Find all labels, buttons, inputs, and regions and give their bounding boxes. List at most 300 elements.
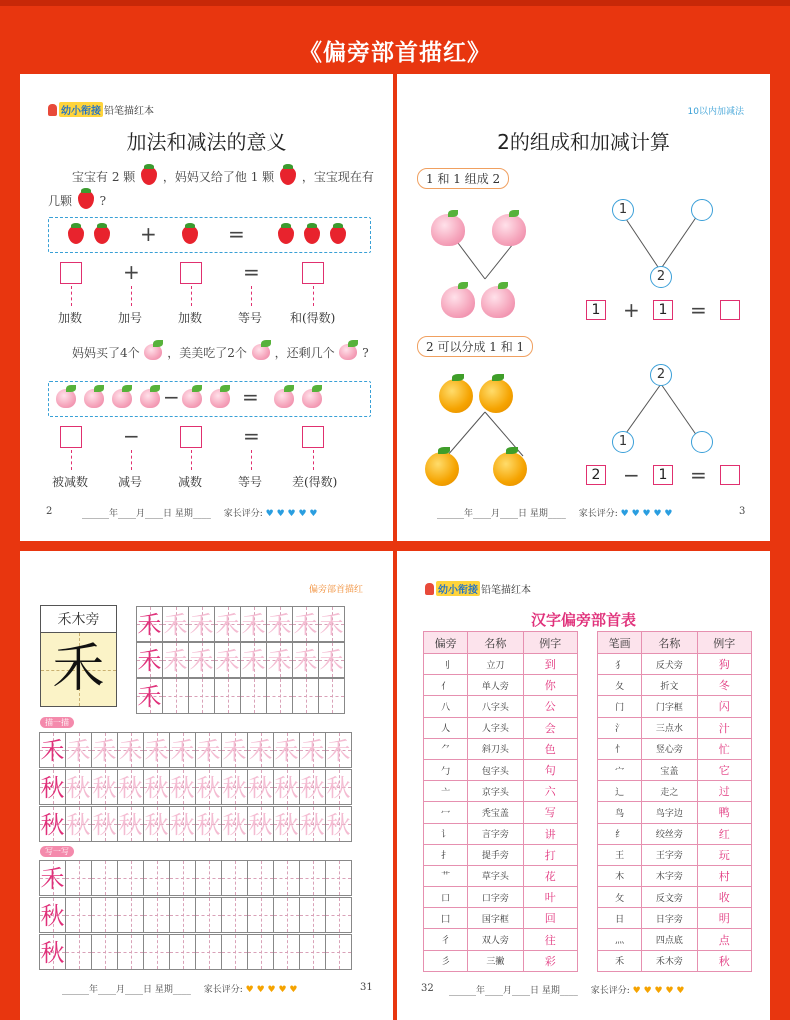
col-header: 名称 — [468, 632, 523, 654]
radical-cell: 艹 — [424, 865, 468, 886]
trace-cell[interactable]: 禾 — [214, 642, 241, 678]
write-cell[interactable] — [325, 860, 352, 896]
name-cell: 宝盖 — [642, 759, 697, 780]
radical-cell: 扌 — [424, 844, 468, 865]
example-cell: 点 — [697, 929, 751, 950]
radical-cell: 王 — [598, 844, 642, 865]
label-addend: 加数 — [178, 311, 203, 325]
write-cell[interactable] — [195, 897, 222, 933]
write-cell[interactable] — [65, 897, 92, 933]
radical-cell: 宀 — [598, 759, 642, 780]
q2-end: ? — [362, 346, 369, 360]
name-cell: 立刀 — [468, 654, 523, 675]
radical-cell: 人 — [424, 717, 468, 738]
answer-box-sum[interactable] — [302, 262, 324, 284]
equals-sign: = — [243, 260, 260, 284]
peach-icon — [481, 286, 515, 318]
example-cell: 打 — [523, 844, 577, 865]
radical-cell: 禾 — [598, 950, 642, 971]
equation-number: 1 — [653, 300, 673, 320]
trace-cell[interactable]: 禾 — [169, 732, 196, 768]
table-row — [424, 696, 578, 717]
page-radical-tracing — [20, 551, 393, 1020]
example-cell: 六 — [523, 781, 577, 802]
example-cell: 写 — [523, 802, 577, 823]
write-cell[interactable] — [143, 934, 170, 970]
table-row — [424, 929, 578, 950]
name-cell: 绞丝旁 — [642, 823, 697, 844]
radical-table-left — [423, 631, 578, 972]
label-line — [191, 286, 192, 306]
write-cell[interactable] — [247, 860, 274, 896]
name-cell: 言字旁 — [468, 823, 523, 844]
table-row — [424, 738, 578, 759]
radical-cell: 鸟 — [598, 802, 642, 823]
section-header: 10以内加减法 — [687, 107, 744, 117]
trace-tag: 描一描 — [40, 717, 74, 728]
page-number: 31 — [360, 982, 373, 993]
trace-cell[interactable]: 秋 — [195, 806, 222, 842]
peach-tree-lines — [427, 194, 547, 304]
write-cell[interactable] — [188, 678, 215, 714]
model-char: 禾 — [39, 732, 66, 768]
name-cell: 双人旁 — [468, 929, 523, 950]
brand-name: 铅笔描红本 — [481, 585, 531, 596]
radical-cell: 彡 — [424, 950, 468, 971]
rating-hearts-icon: ♥ ♥ ♥ ♥ ♥ — [620, 509, 673, 519]
table-row — [424, 759, 578, 780]
name-cell: 国字框 — [468, 908, 523, 929]
answer-box-addend-1[interactable] — [60, 262, 82, 284]
model-char: 秋 — [39, 934, 66, 970]
write-row — [40, 860, 352, 896]
strawberry-icon — [78, 191, 94, 209]
label-equals: 等号 — [238, 475, 263, 489]
bond-circle-whole: 2 — [650, 364, 672, 386]
top-strip — [0, 0, 790, 6]
write-cell[interactable] — [221, 897, 248, 933]
trace-cell[interactable]: 禾 — [318, 642, 345, 678]
model-char: 秋 — [39, 897, 66, 933]
radical-cell: 攵 — [598, 887, 642, 908]
radical-cell: 门 — [598, 696, 642, 717]
trace-cell[interactable]: 禾 — [117, 732, 144, 768]
write-cell[interactable] — [247, 897, 274, 933]
bond-circle-whole: 2 — [650, 266, 672, 288]
name-cell: 竖心旁 — [642, 738, 697, 759]
model-char: 禾 — [136, 678, 163, 714]
name-cell: 京字头 — [468, 781, 523, 802]
equals-sign: = — [243, 424, 260, 448]
section-header: 偏旁部首描红 — [308, 585, 363, 595]
table-row — [598, 929, 752, 950]
col-header: 偏旁 — [424, 632, 468, 654]
write-cell[interactable] — [65, 860, 92, 896]
table-row — [424, 865, 578, 886]
model-char: 禾 — [136, 642, 163, 678]
write-cell[interactable] — [273, 897, 300, 933]
example-cell: 到 — [523, 654, 577, 675]
write-cell[interactable] — [143, 860, 170, 896]
q2-text-1: 妈妈买了4个 — [72, 346, 140, 360]
trace-cell[interactable]: 禾 — [273, 732, 300, 768]
example-cell: 句 — [523, 759, 577, 780]
orange-icon — [479, 379, 513, 413]
name-cell: 鸟字边 — [642, 802, 697, 823]
radical-cell: 彳 — [424, 929, 468, 950]
question-1 — [72, 168, 374, 185]
example-cell: 忙 — [697, 738, 751, 759]
peach-icon — [84, 389, 104, 408]
trace-cell[interactable]: 禾 — [221, 732, 248, 768]
trace-cell[interactable]: 秋 — [273, 806, 300, 842]
trace-cell[interactable]: 秋 — [91, 769, 118, 805]
table-row — [598, 908, 752, 929]
trace-cell[interactable]: 秋 — [143, 806, 170, 842]
radical-cell: 日 — [598, 908, 642, 929]
table-row — [424, 781, 578, 802]
trace-cell[interactable]: 禾 — [188, 642, 215, 678]
write-cell[interactable] — [299, 860, 326, 896]
example-cell: 你 — [523, 675, 577, 696]
rating-label: 家长评分: — [223, 509, 263, 519]
radical-cell: 木 — [598, 865, 642, 886]
trace-cell[interactable]: 禾 — [266, 606, 293, 642]
answer-box-subtrahend[interactable] — [180, 426, 202, 448]
decomposition-label: 2 可以分成 1 和 1 — [417, 336, 533, 357]
name-cell: 口字旁 — [468, 887, 523, 908]
composition-label: 1 和 1 组成 2 — [417, 168, 509, 189]
write-cell[interactable] — [169, 934, 196, 970]
write-cell[interactable] — [247, 934, 274, 970]
date-line: ______年____月____日 星期____ — [82, 509, 211, 519]
trace-cell[interactable]: 禾 — [143, 732, 170, 768]
radical-cell: 囗 — [424, 908, 468, 929]
trace-cell[interactable]: 秋 — [169, 806, 196, 842]
example-cell: 狗 — [697, 654, 751, 675]
example-cell: 收 — [697, 887, 751, 908]
example-cell: 色 — [523, 738, 577, 759]
peach-icon — [140, 389, 160, 408]
name-cell: 禾木旁 — [642, 950, 697, 971]
trace-cell[interactable]: 禾 — [266, 642, 293, 678]
page-title: 加法和减法的意义 — [126, 130, 287, 154]
bond-circle-part-empty[interactable] — [691, 199, 713, 221]
write-cell[interactable] — [91, 860, 118, 896]
radical-large-char: 禾 — [52, 639, 105, 699]
example-cell: 鸭 — [697, 802, 751, 823]
banner-title: 《偏旁部首描红》 — [299, 40, 491, 66]
write-cell[interactable] — [266, 678, 293, 714]
write-cell[interactable] — [318, 678, 345, 714]
brand-badge: 幼小衔接 — [436, 581, 480, 596]
radical-cell: 口 — [424, 887, 468, 908]
table-row — [598, 802, 752, 823]
page-title: 2的组成和加减计算 — [497, 130, 670, 154]
table-row — [424, 654, 578, 675]
equation-number: 1 — [586, 300, 606, 320]
example-cell: 公 — [523, 696, 577, 717]
trace-row — [137, 606, 345, 642]
example-cell: 明 — [697, 908, 751, 929]
write-tag: 写一写 — [40, 846, 74, 857]
write-cell[interactable] — [169, 897, 196, 933]
label-difference: 差(得数) — [292, 475, 338, 489]
equation-number: 2 — [586, 465, 606, 485]
trace-cell[interactable]: 秋 — [65, 806, 92, 842]
example-cell: 红 — [697, 823, 751, 844]
name-cell: 草字头 — [468, 865, 523, 886]
write-cell[interactable] — [117, 860, 144, 896]
answer-box-minuend[interactable] — [60, 426, 82, 448]
name-cell: 折文 — [642, 675, 697, 696]
trace-row — [40, 806, 352, 842]
q1-text-1: 宝宝有 2 颗 — [72, 170, 136, 184]
trace-cell[interactable]: 秋 — [299, 806, 326, 842]
label-line — [313, 450, 314, 470]
table-row — [424, 717, 578, 738]
name-cell: 四点底 — [642, 929, 697, 950]
write-cell[interactable] — [117, 897, 144, 933]
col-header: 例字 — [697, 632, 751, 654]
table-row — [598, 844, 752, 865]
trace-cell[interactable]: 禾 — [240, 642, 267, 678]
answer-box-sum[interactable] — [720, 300, 740, 320]
write-cell[interactable] — [299, 934, 326, 970]
name-cell: 人字头 — [468, 717, 523, 738]
answer-box-difference[interactable] — [302, 426, 324, 448]
label-line — [313, 286, 314, 306]
plus-sign: + — [623, 298, 640, 322]
write-cell[interactable] — [273, 860, 300, 896]
trace-row — [40, 732, 352, 768]
write-cell[interactable] — [169, 860, 196, 896]
trace-cell[interactable]: 秋 — [247, 769, 274, 805]
table-row — [598, 696, 752, 717]
page-footer — [82, 506, 317, 519]
radical-cell: 八 — [424, 696, 468, 717]
date-line: ______年____月____日 星期____ — [62, 985, 191, 995]
q1-text-2: ，妈妈又给了他 1 颗 — [162, 170, 275, 184]
question-1-line2 — [48, 192, 106, 209]
radical-name: 禾木旁 — [40, 605, 117, 633]
write-cell[interactable] — [117, 934, 144, 970]
label-subtrahend: 减数 — [178, 475, 203, 489]
page-footer — [437, 506, 672, 519]
peach-icon — [56, 389, 76, 408]
bond-circle-part: 1 — [612, 431, 634, 453]
trace-cell[interactable]: 禾 — [214, 606, 241, 642]
write-cell[interactable] — [214, 678, 241, 714]
write-cell[interactable] — [91, 934, 118, 970]
label-minuend: 被减数 — [52, 475, 89, 489]
radical-cell: 忄 — [598, 738, 642, 759]
trace-cell[interactable]: 秋 — [221, 806, 248, 842]
q1-text-3: ，宝宝现在有 — [301, 170, 374, 184]
example-cell: 冬 — [697, 675, 751, 696]
brand-name: 铅笔描红本 — [104, 106, 154, 117]
label-equals: 等号 — [238, 311, 263, 325]
example-cell: 过 — [697, 781, 751, 802]
write-cell[interactable] — [143, 897, 170, 933]
write-cell[interactable] — [65, 934, 92, 970]
example-cell: 村 — [697, 865, 751, 886]
radical-cell: 犭 — [598, 654, 642, 675]
date-line: ______年____月____日 星期____ — [437, 509, 566, 519]
name-cell: 木字旁 — [642, 865, 697, 886]
trace-cell[interactable]: 秋 — [273, 769, 300, 805]
name-cell: 三撇 — [468, 950, 523, 971]
trace-cell[interactable]: 禾 — [195, 732, 222, 768]
label-plus: 加号 — [118, 311, 143, 325]
peach-icon — [431, 214, 465, 246]
trace-cell[interactable]: 秋 — [65, 769, 92, 805]
model-char: 禾 — [39, 860, 66, 896]
trace-cell[interactable]: 禾 — [292, 606, 319, 642]
label-sum: 和(得数) — [290, 311, 336, 325]
plus-sign: + — [140, 222, 157, 246]
bond-circle-part-empty[interactable] — [691, 431, 713, 453]
table-row — [598, 781, 752, 802]
write-cell[interactable] — [299, 897, 326, 933]
peach-icon — [302, 389, 322, 408]
write-cell[interactable] — [325, 934, 352, 970]
example-cell: 会 — [523, 717, 577, 738]
peach-icon — [339, 344, 357, 360]
col-header: 名称 — [642, 632, 697, 654]
trace-cell[interactable]: 秋 — [221, 769, 248, 805]
trace-cell[interactable]: 秋 — [195, 769, 222, 805]
write-cell[interactable] — [240, 678, 267, 714]
example-cell: 秋 — [697, 950, 751, 971]
example-cell: 彩 — [523, 950, 577, 971]
table-row — [424, 950, 578, 971]
write-cell[interactable] — [195, 860, 222, 896]
table-row — [424, 844, 578, 865]
page-number: 32 — [421, 983, 434, 994]
example-cell: 闪 — [697, 696, 751, 717]
trace-cell[interactable]: 禾 — [247, 732, 274, 768]
trace-cell[interactable]: 秋 — [247, 806, 274, 842]
example-cell: 叶 — [523, 887, 577, 908]
col-header: 笔画 — [598, 632, 642, 654]
trace-cell[interactable]: 秋 — [91, 806, 118, 842]
radical-cell: 氵 — [598, 717, 642, 738]
table-row — [598, 654, 752, 675]
model-char: 禾 — [136, 606, 163, 642]
answer-box-difference[interactable] — [720, 465, 740, 485]
banner — [0, 0, 790, 72]
table-row — [424, 887, 578, 908]
minus-sign: − — [163, 385, 180, 409]
q1-end: ? — [99, 194, 107, 208]
brand-logo — [48, 102, 154, 117]
name-cell: 日字旁 — [642, 908, 697, 929]
radical-cell: 亻 — [424, 675, 468, 696]
table-row — [598, 950, 752, 971]
name-cell: 反犬旁 — [642, 654, 697, 675]
label-line — [71, 450, 72, 470]
orange-icon — [425, 452, 459, 486]
name-cell: 王字旁 — [642, 844, 697, 865]
trace-cell[interactable]: 禾 — [292, 642, 319, 678]
table-row — [598, 887, 752, 908]
label-minus: 减号 — [118, 475, 143, 489]
orange-icon — [493, 452, 527, 486]
trace-cell[interactable]: 禾 — [162, 642, 189, 678]
name-cell: 单人旁 — [468, 675, 523, 696]
trace-cell[interactable]: 禾 — [188, 606, 215, 642]
table-row — [424, 675, 578, 696]
radical-cell: 讠 — [424, 823, 468, 844]
trace-cell[interactable]: 禾 — [240, 606, 267, 642]
trace-cell[interactable]: 秋 — [117, 769, 144, 805]
trace-cell[interactable]: 秋 — [325, 806, 352, 842]
brand-badge: 幼小衔接 — [59, 102, 103, 117]
example-cell: 它 — [697, 759, 751, 780]
trace-cell[interactable]: 秋 — [117, 806, 144, 842]
trace-cell[interactable]: 禾 — [299, 732, 326, 768]
name-cell: 包字头 — [468, 759, 523, 780]
page-addition-subtraction — [20, 74, 393, 541]
name-cell: 门字框 — [642, 696, 697, 717]
trace-cell[interactable]: 秋 — [169, 769, 196, 805]
trace-cell[interactable]: 禾 — [162, 606, 189, 642]
write-row — [40, 934, 352, 970]
write-cell[interactable] — [221, 860, 248, 896]
write-cell[interactable] — [273, 934, 300, 970]
label-line — [251, 450, 252, 470]
write-cell[interactable] — [221, 934, 248, 970]
radical-cell: ⺈ — [424, 738, 468, 759]
trace-cell[interactable]: 秋 — [325, 769, 352, 805]
equals-sign: = — [228, 222, 245, 246]
write-cell[interactable] — [162, 678, 189, 714]
table-row — [598, 717, 752, 738]
name-cell: 提手旁 — [468, 844, 523, 865]
write-cell[interactable] — [325, 897, 352, 933]
trace-cell[interactable]: 秋 — [299, 769, 326, 805]
peach-icon — [492, 214, 526, 246]
radical-display — [40, 632, 117, 707]
radical-cell: 亠 — [424, 781, 468, 802]
rating-label: 家长评分: — [203, 985, 243, 995]
radical-cell: 刂 — [424, 654, 468, 675]
trace-cell[interactable]: 禾 — [65, 732, 92, 768]
peach-icon — [144, 344, 162, 360]
answer-box-addend-2[interactable] — [180, 262, 202, 284]
write-row — [40, 897, 352, 933]
table-row — [598, 865, 752, 886]
page-composition-of-2 — [397, 74, 770, 541]
radical-cell: 夂 — [598, 675, 642, 696]
trace-cell[interactable]: 禾 — [318, 606, 345, 642]
write-cell[interactable] — [195, 934, 222, 970]
table-row — [598, 759, 752, 780]
write-cell[interactable] — [292, 678, 319, 714]
trace-cell[interactable]: 禾 — [91, 732, 118, 768]
trace-cell[interactable]: 禾 — [325, 732, 352, 768]
name-cell: 走之 — [642, 781, 697, 802]
peach-icon — [182, 389, 202, 408]
example-cell: 往 — [523, 929, 577, 950]
example-cell: 汁 — [697, 717, 751, 738]
example-cell: 花 — [523, 865, 577, 886]
write-cell[interactable] — [91, 897, 118, 933]
trace-cell[interactable]: 秋 — [143, 769, 170, 805]
page-number: 3 — [739, 506, 746, 517]
peach-icon — [112, 389, 132, 408]
